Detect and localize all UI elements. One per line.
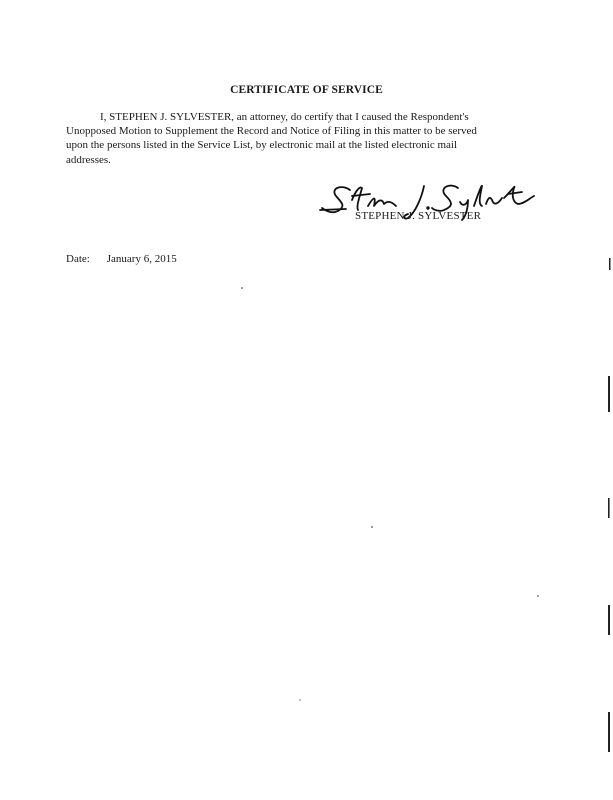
signer-name: STEPHEN J. SYLVESTER bbox=[355, 210, 482, 222]
page-title: CERTIFICATE OF SERVICE bbox=[230, 84, 383, 96]
paragraph-line: addresses. bbox=[66, 153, 111, 166]
certification-paragraph bbox=[66, 110, 526, 167]
date-value: January 6, 2015 bbox=[106, 253, 177, 265]
paragraph-line: I, STEPHEN J. SYLVESTER, an attorney, do certify that I caused the Respondent's bbox=[100, 111, 469, 123]
date-label: Date: bbox=[66, 253, 90, 265]
date-line bbox=[66, 253, 177, 265]
paragraph-line: Unopposed Motion to Supplement the Record and Notice of Filing in this matter to be served bbox=[66, 125, 477, 138]
paragraph-line: upon the persons listed in the Service List, by electronic mail at the listed electronic mail bbox=[66, 139, 457, 152]
